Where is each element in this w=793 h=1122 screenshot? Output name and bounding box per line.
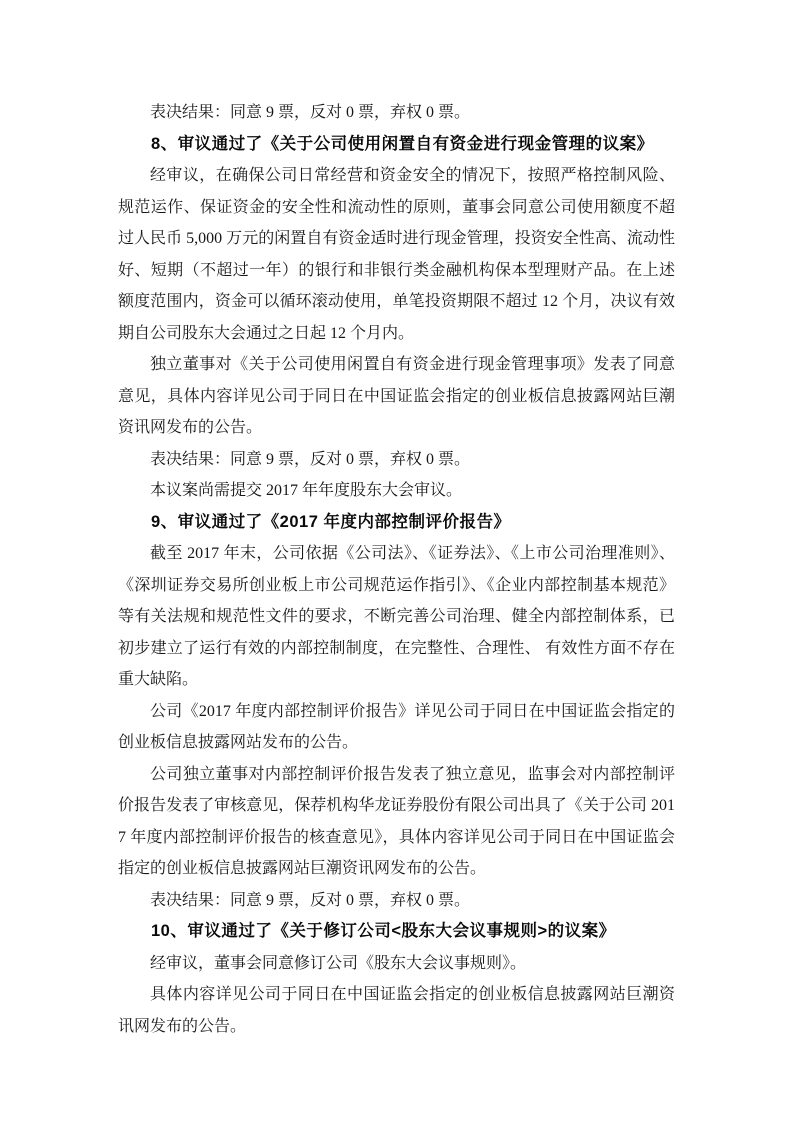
- resolution-9-opinions: 公司独立董事对内部控制评价报告发表了独立意见，监事会对内部控制评价报告发表了审核意见，保荐机构华龙证券股份有限公司出具了《关于公司 2017 年度内部控制评价报告的核查意见》，具体内容详见公司于同日在中国证监会指定的创业板信息披露网站巨潮资讯网发布的公告。: [118, 765, 675, 877]
- resolution-9-report-disclosure: 公司《2017 年度内部控制评价报告》详见公司于同日在中国证监会指定的创业板信息披露网站发布的公告。: [118, 702, 675, 751]
- resolution-heading-9: 9、审议通过了《2017 年度内部控制评价报告》: [151, 512, 511, 531]
- resolution-8-body: 经审议，在确保公司日常经营和资金安全的情况下，按照严格控制风险、规范运作、保证资金的安全性和流动性的原则，董事会同意公司使用额度不超过人民币 5,000 万元的闲置自有资金适时进行现金管理，投资安全性高、流动性好、短期（不超过一年）的银行和非银行类金融机构保本型理财产品。在上述额度范围内，资金可以循环滚动使用，单笔投资期限不超过 12 个月，决议有效期自公司股东大会通过之日起 12 个月内。: [118, 167, 675, 342]
- resolution-8-independent-directors-opinion: 独立董事对《关于公司使用闲置自有资金进行现金管理事项》发表了同意意见，具体内容详见公司于同日在中国证监会指定的创业板信息披露网站巨潮资讯网发布的公告。: [118, 356, 675, 436]
- resolution-10-body: 经审议，董事会同意修订公司《股东大会议事规则》。: [150, 954, 527, 972]
- resolution-heading-8: 8、审议通过了《关于公司使用闲置自有资金进行现金管理的议案》: [151, 134, 654, 153]
- resolution-9-body: 截至 2017 年末，公司依据《公司法》、《证券法》、《上市公司治理准则》、《深圳证券交易所创业板上市公司规范运作指引》、《企业内部控制基本规范》等有关法规和规范性文件的要求，不断完善公司治理、健全内部控制体系，已初步建立了运行有效的内部控制制度，在完整性、合理性、 有效性方面不存在重大缺陷。: [118, 545, 675, 688]
- vote-result-item-8: 表决结果：同意 9 票，反对 0 票，弃权 0 票。: [150, 450, 471, 468]
- resolution-10-disclosure: 具体内容详见公司于同日在中国证监会指定的创业板信息披露网站巨潮资讯网发布的公告。: [118, 986, 675, 1035]
- vote-result-item-9: 表决结果：同意 9 票，反对 0 票，弃权 0 票。: [150, 891, 471, 909]
- resolution-8-submit-note: 本议案尚需提交 2017 年年度股东大会审议。: [150, 482, 463, 499]
- resolution-heading-10: 10、审议通过了《关于修订公司<股东大会议事规则>的议案》: [151, 922, 616, 940]
- vote-result-item-7: 表决结果：同意 9 票，反对 0 票，弃权 0 票。: [150, 104, 471, 121]
